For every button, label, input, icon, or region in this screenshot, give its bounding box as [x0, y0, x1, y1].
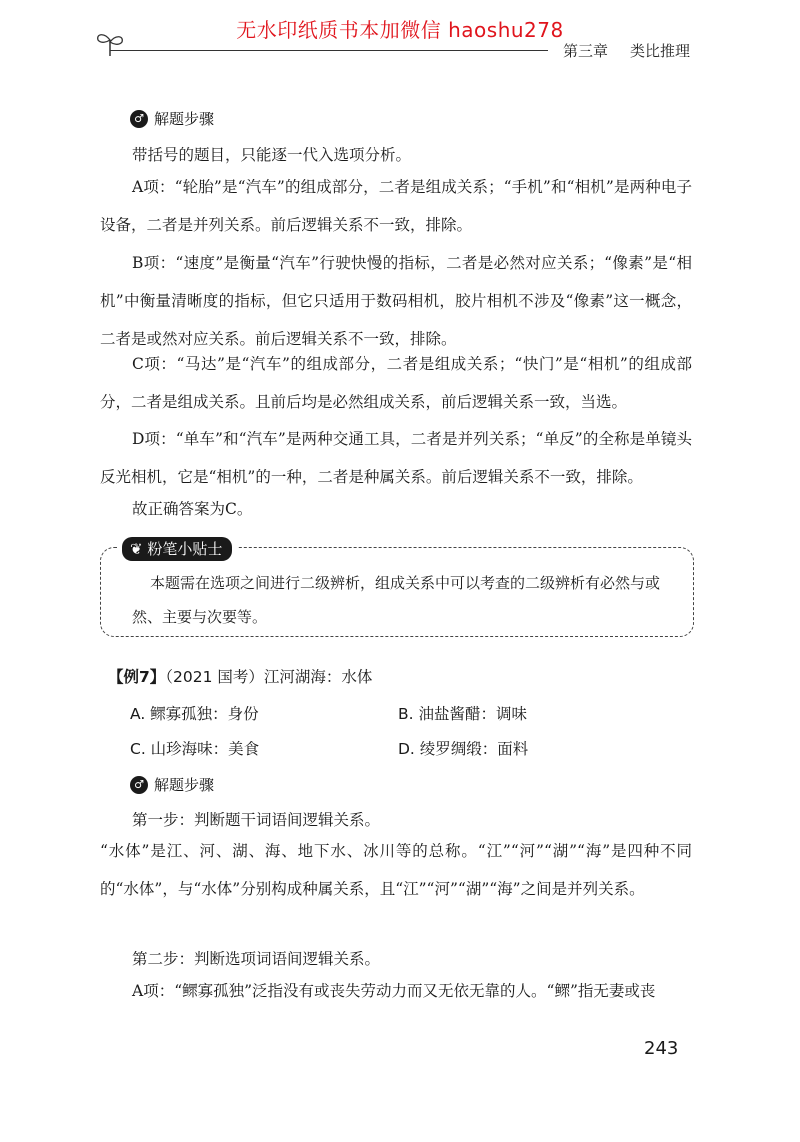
option-a: A. 鳏寡孤独：身份 — [130, 705, 259, 723]
solution-steps-icon-2: ♂ — [130, 776, 148, 794]
tip-text: 本题需在选项之间进行二级辨析，组成关系中可以考查的二级辨析有必然与或然、主要与次要等。 — [132, 574, 661, 626]
tip-label-text: 粉笔小贴士 — [147, 540, 223, 558]
example-question — [108, 665, 372, 687]
solution-heading-2-text: 解题步骤 — [154, 776, 215, 794]
option-b: B. 油盐酱醋：调味 — [398, 705, 527, 723]
chapter-heading — [563, 40, 690, 61]
option-c: C. 山珍海味：美食 — [130, 740, 260, 758]
example-stem: 江河湖海：水体 — [263, 668, 373, 686]
solution-heading — [130, 108, 214, 129]
tip-label — [118, 537, 238, 561]
example-label: 【例7】 — [108, 668, 166, 686]
tip-leaf-icon: ❦ — [130, 540, 148, 558]
solution-heading-text: 解题步骤 — [154, 110, 215, 128]
solution-intro: 带括号的题目，只能逐一代入选项分析。 — [132, 146, 412, 164]
watermark-text: 无水印纸质书本加微信 haoshu278 — [236, 18, 564, 42]
answer-line: 故正确答案为C。 — [132, 500, 253, 518]
step-two-analysis: A项：“鳏寡孤独”泛指没有或丧失劳动力而又无依无靠的人。“鳏”指无妻或丧 — [132, 982, 656, 1000]
step-one: 第一步：判断题干词语间逻辑关系。 — [132, 811, 381, 829]
option-d: D. 绫罗绸缎：面料 — [398, 740, 529, 758]
option-a-analysis: A项：“轮胎”是“汽车”的组成部分，二者是组成关系；“手机”和“相机”是两种电子设备，二者是并列关系。前后逻辑关系不一致，排除。 — [100, 178, 692, 234]
example-source: （2021 国考） — [165, 668, 264, 686]
chapter-title: 类比推理 — [630, 42, 691, 60]
chapter-number: 第三章 — [563, 42, 609, 60]
step-two: 第二步：判断选项词语间逻辑关系。 — [132, 950, 381, 968]
step-one-analysis: “水体”是江、河、湖、海、地下水、冰川等的总称。“江”“河”“湖”“海”是四种不同的“水体”，与“水体”分别构成种属关系，且“江”“河”“湖”“海”之间是并列关系。 — [100, 842, 692, 898]
page-number: 243 — [644, 1038, 679, 1059]
option-b-analysis: B项：“速度”是衡量“汽车”行驶快慢的指标，二者是必然对应关系；“像素”是“相机”中衡量清晰度的指标，但它只适用于数码相机，胶片相机不涉及“像素”这一概念，二者是或然对应关系。前后逻辑关系不一致，排除。 — [100, 254, 692, 348]
header-rule — [110, 50, 548, 51]
solution-steps-icon: ♂ — [130, 110, 148, 128]
tip-pill — [122, 537, 232, 561]
option-c-analysis: C项：“马达”是“汽车”的组成部分，二者是组成关系；“快门”是“相机”的组成部分，二者是组成关系。且前后均是必然组成关系，前后逻辑关系一致，当选。 — [100, 355, 692, 411]
option-d-analysis: D项：“单车”和“汽车”是两种交通工具，二者是并列关系；“单反”的全称是单镜头反光相机，它是“相机”的一种，二者是种属关系。前后逻辑关系不一致，排除。 — [100, 430, 692, 486]
solution-heading-2 — [130, 774, 214, 795]
sprout-icon — [92, 28, 128, 58]
